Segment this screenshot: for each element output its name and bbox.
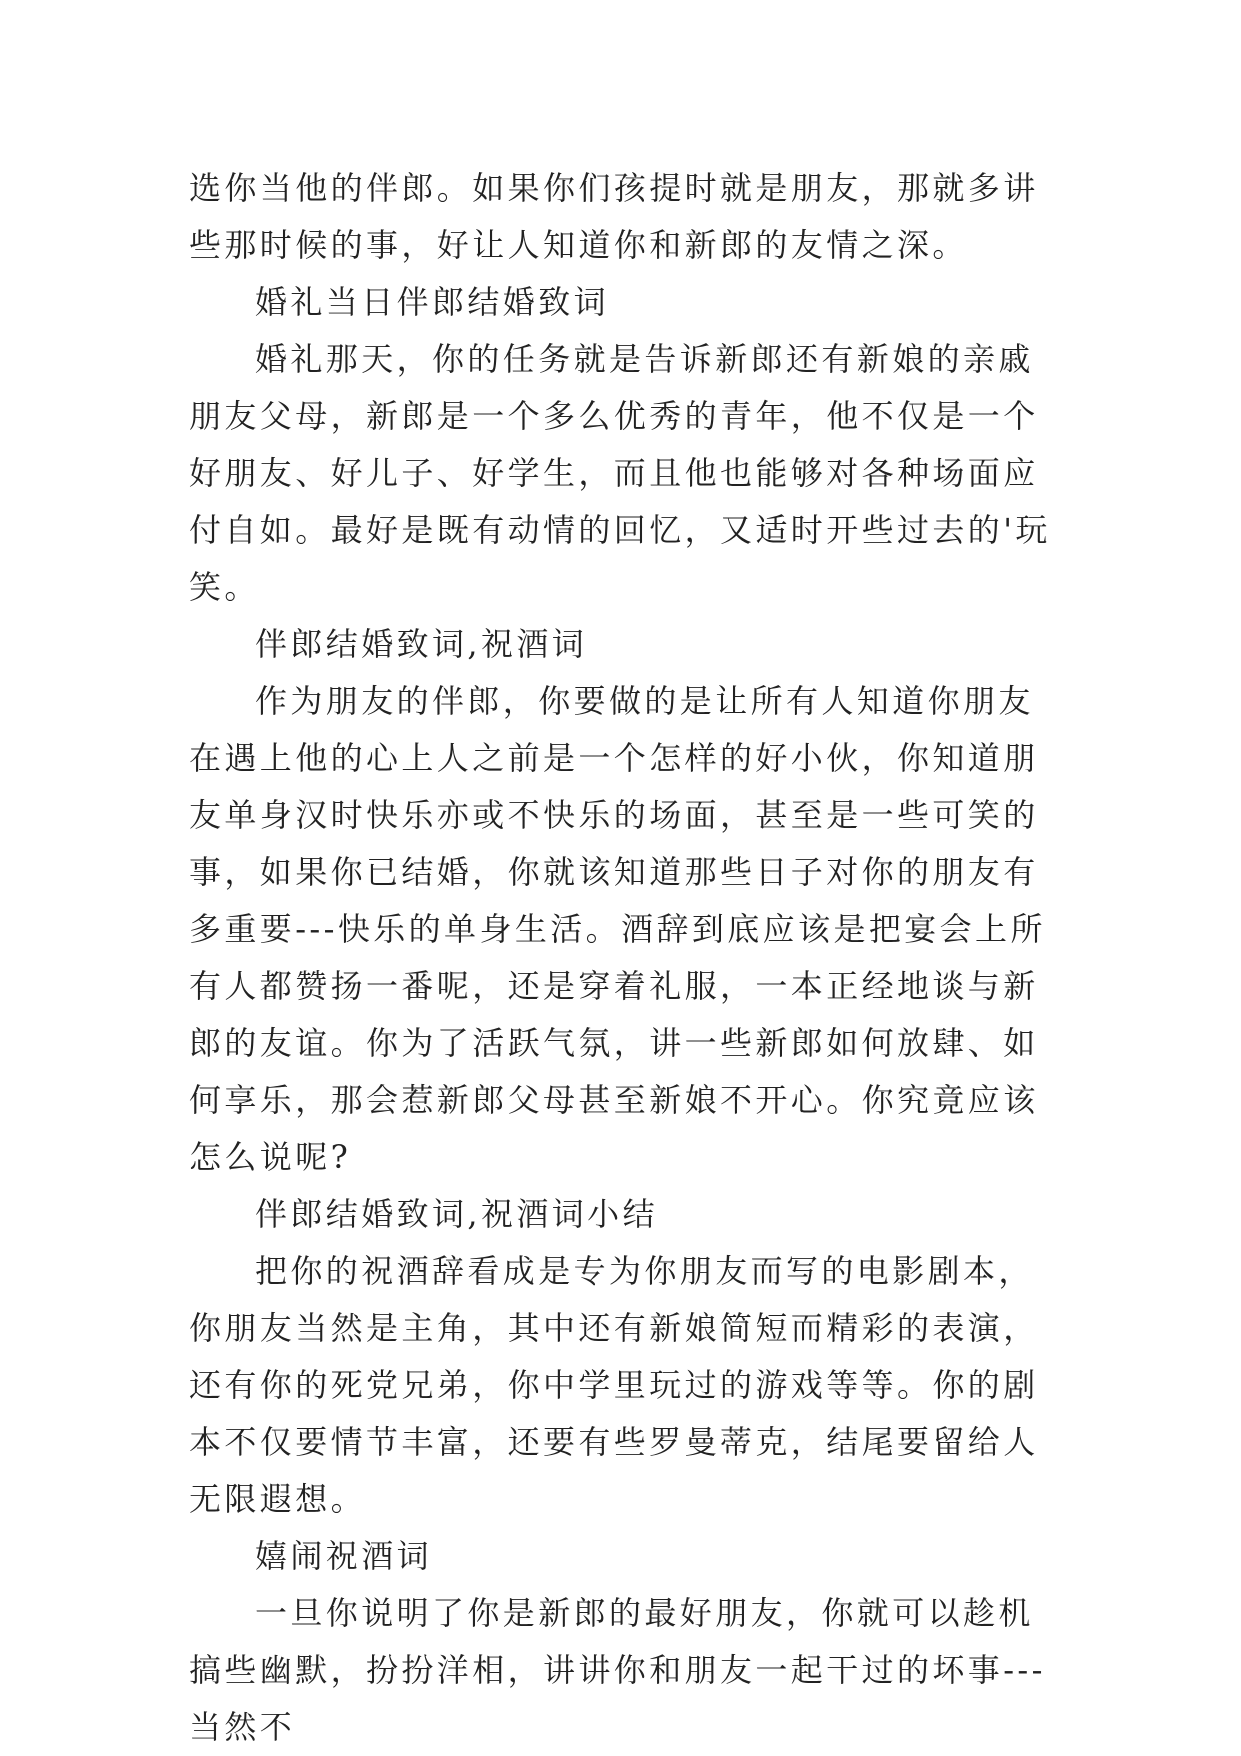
section-heading-wedding-day-speech: 婚礼当日伴郎结婚致词 bbox=[255, 283, 610, 321]
section-heading-toast: 伴郎结婚致词,祝酒词 bbox=[255, 625, 588, 663]
section-heading-toast-summary: 伴郎结婚致词,祝酒词小结 bbox=[255, 1195, 658, 1233]
section-heading-playful-toast: 嬉闹祝酒词 bbox=[255, 1537, 433, 1575]
document-body bbox=[189, 160, 1069, 1756]
paragraph-toast-summary: 把你的祝酒辞看成是专为你朋友而写的电影剧本，你朋友当然是主角，其中还有新娘简短而精彩的表演，还有你的死党兄弟，你中学里玩过的游戏等等。你的剧本不仅要情节丰富，还要有些罗曼蒂克，结尾要留给人无限遐想。 bbox=[189, 1252, 1039, 1518]
paragraph-playful-toast: 一旦你说明了你是新郎的最好朋友，你就可以趁机搞些幽默，扮扮洋相，讲讲你和朋友一起干过的坏事---当然不 bbox=[189, 1594, 1046, 1746]
paragraph-wedding-day: 婚礼那天，你的任务就是告诉新郎还有新娘的亲戚朋友父母，新郎是一个多么优秀的青年，他不仅是一个好朋友、好儿子、好学生，而且他也能够对各种场面应付自如。最好是既有动情的回忆，又适时开些过去的'玩笑。 bbox=[189, 340, 1051, 606]
paragraph-intro-continued: 选你当他的伴郎。如果你们孩提时就是朋友，那就多讲些那时候的事，好让人知道你和新郎的友情之深。 bbox=[189, 169, 1039, 264]
paragraph-toast: 作为朋友的伴郎，你要做的是让所有人知道你朋友在遇上他的心上人之前是一个怎样的好小伙，你知道朋友单身汉时快乐亦或不快乐的场面，甚至是一些可笑的事，如果你已结婚，你就该知道那些日子对你的朋友有多重要---快乐的单身生活。酒辞到底应该是把宴会上所有人都赞扬一番呢，还是穿着礼服，一本正经地谈与新郎的友谊。你为了活跃气氛，讲一些新郎如何放肆、如何享乐，那会惹新郎父母甚至新娘不开心。你究竟应该怎么说呢? bbox=[189, 682, 1046, 1176]
